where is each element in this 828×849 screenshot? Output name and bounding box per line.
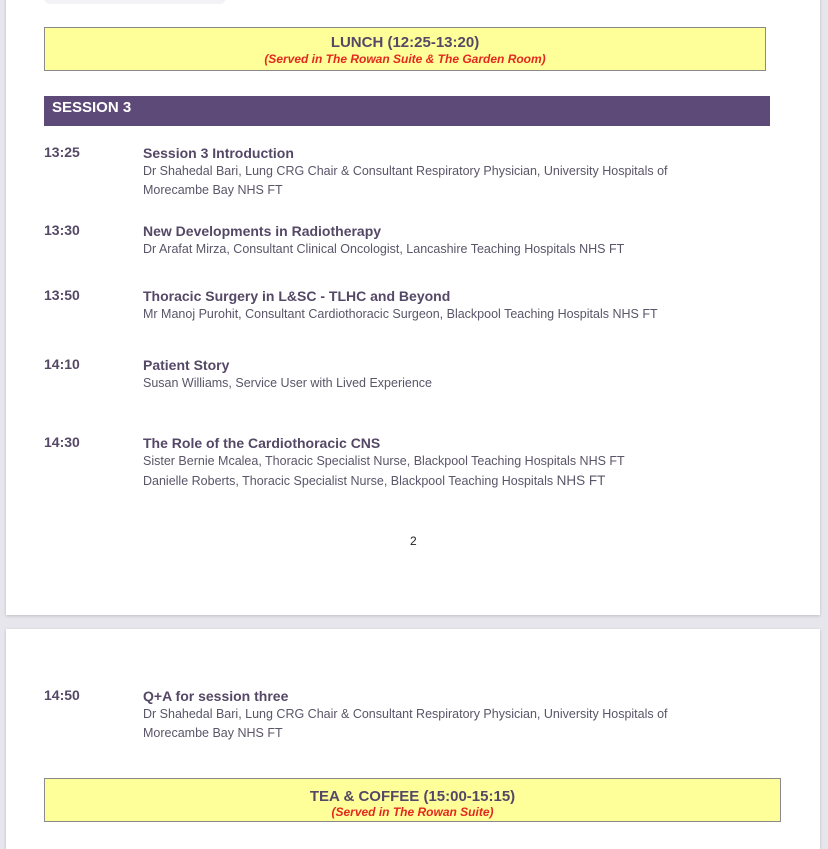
tea-coffee-location: (Served in The Rowan Suite) xyxy=(331,805,494,819)
tea-coffee-banner xyxy=(44,778,781,822)
agenda-time: 13:50 xyxy=(44,287,80,303)
page-number: 2 xyxy=(410,534,417,548)
lunch-location: (Served in The Rowan Suite & The Garden Room) xyxy=(264,52,546,66)
copy-button[interactable] xyxy=(44,0,226,4)
agenda-title: Thoracic Surgery in L&SC - TLHC and Beyond xyxy=(143,288,451,304)
tea-coffee-title: TEA & COFFEE (15:00-15:15) xyxy=(309,788,516,805)
agenda-speaker-text: NHS FT xyxy=(556,473,606,488)
agenda-title: New Developments in Radiotherapy xyxy=(143,223,382,239)
agenda-title: Session 3 Introduction xyxy=(143,145,294,161)
agenda-speaker: Dr Shahedal Bari, Lung CRG Chair & Consultant Respiratory Physician, University Hospitals of xyxy=(143,164,668,178)
agenda-speaker: Mr Manoj Purohit, Consultant Cardiothoracic Surgeon, Blackpool Teaching Hospitals NHS FT xyxy=(143,307,658,321)
agenda-speaker: Morecambe Bay NHS FT xyxy=(143,183,283,197)
agenda-time: 13:30 xyxy=(44,222,80,238)
agenda-time: 14:30 xyxy=(44,434,80,450)
document-page-1 xyxy=(6,0,820,615)
agenda-speaker: Morecambe Bay NHS FT xyxy=(143,726,283,740)
agenda-speaker-text: Danielle Roberts, Thoracic Specialist Nurse, Blackpool Teaching Hospitals xyxy=(143,474,554,488)
lunch-title: LUNCH (12:25-13:20) xyxy=(330,34,480,51)
agenda-speaker: Sister Bernie Mcalea, Thoracic Specialist Nurse, Blackpool Teaching Hospitals NHS FT xyxy=(143,454,625,468)
agenda-time: 14:10 xyxy=(44,356,80,372)
agenda-speaker xyxy=(143,471,743,491)
session-header: SESSION 3 xyxy=(44,96,770,126)
agenda-speaker: Dr Shahedal Bari, Lung CRG Chair & Consultant Respiratory Physician, University Hospitals of xyxy=(143,707,668,721)
agenda-time: 13:25 xyxy=(44,144,80,160)
agenda-speaker: Dr Arafat Mirza, Consultant Clinical Oncologist, Lancashire Teaching Hospitals NHS FT xyxy=(143,242,625,256)
lunch-banner xyxy=(44,27,766,71)
agenda-title: The Role of the Cardiothoracic CNS xyxy=(143,435,381,451)
agenda-speaker: Susan Williams, Service User with Lived Experience xyxy=(143,376,432,390)
agenda-time: 14:50 xyxy=(44,687,80,703)
document-page-2 xyxy=(6,629,820,849)
agenda-title: Q+A for session three xyxy=(143,688,289,704)
agenda-title: Patient Story xyxy=(143,357,230,373)
